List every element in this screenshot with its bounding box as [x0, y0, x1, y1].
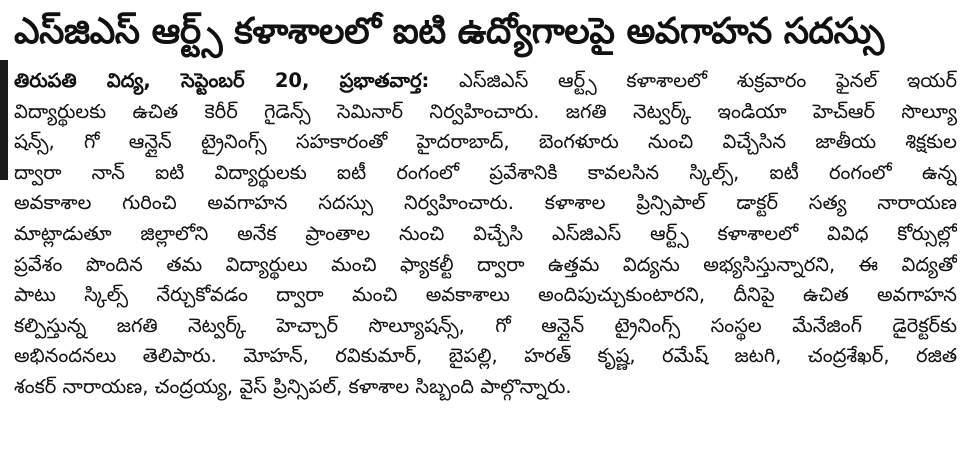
article-body	[14, 66, 957, 403]
article-line-5: అవకాశాల గురించి అవగాహన సదస్సు నిర్వహించారు. కళాశాల ప్రిన్సిపాల్ డాక్టర్ సత్య నారాయణ	[14, 191, 957, 215]
article-line-7: ప్రవేశం పొందిన తమ విద్యార్థులు మంచి ఫ్యాకల్టీ ద్వారా ఉత్తమ విద్యను అభ్యసిస్తున్నారని, ఈ విద్యతో	[14, 252, 957, 276]
article-line-1-text: ఎస్‌జిఎస్ ఆర్ట్స్ కళాశాలలో శుక్రవారం ఫైనల్ ఇయర్	[429, 69, 957, 92]
article-dateline: తిరుపతి విద్య, సెప్టెంబర్ 20, ప్రభాతవార్త:	[14, 69, 430, 92]
article-line-8: పాటు స్కిల్స్ నేర్చుకోవడం ద్వారా మంచి అవకాశాలు అందిపుచ్చుకుంటారని, దీనిపై ఉచిత అవగాహన	[14, 283, 957, 307]
article-line-4: ద్వారా నాన్ ఐటి విద్యార్థులకు ఐటీ రంగంలో ప్రవేశానికి కావలసిన స్కిల్స్, ఐటీ రంగంలో ఉన్న	[14, 160, 957, 184]
article-line-10: అభినందనలు తెలిపారు. మోహన్, రవికుమార్, బైపల్లి, హరత్ కృష్ణ, రమేష్ జటగి, చంద్రశేఖర్, రజిత	[14, 344, 957, 368]
article-line-3: షన్స్, గో ఆన్లైన్ ట్రైనింగ్స్ సహకారంతో హైదరాబాద్, బెంగళూరు నుంచి విచ్చేసిన జాతీయ శిక్షకుల	[14, 130, 957, 154]
article-line-6: మాట్లాడుతూ జిల్లాలోని అనేక ప్రాంతాల నుంచి విచ్చేసి ఎస్‌జిఎస్ ఆర్ట్స్ కళాశాలలో వివిధ కోర్సుల్లో	[14, 221, 957, 245]
article-headline: ఎస్‌జిఎస్ ఆర్ట్స్ కళాశాలలో ఐటి ఉద్యోగాలపై అవగాహన సదస్సు	[14, 11, 884, 52]
article-line-9: కల్పిస్తున్న జగతి నెట్వర్క్ హెచ్చార్ సొల్యూషన్స్, గో ఆన్లైన్ ట్రైనింగ్స్ సంస్థల మేనేజింగ్ డైరెక్టర్‌కు	[14, 313, 957, 337]
article-line-11: శంకర్ నారాయణ, చంద్రయ్య, వైస్ ప్రిన్సిపల్, కళాశాల సిబ్బంది పాల్గొన్నారు.	[14, 374, 572, 398]
article-line-1	[14, 66, 957, 97]
article-line-2: విద్యార్థులకు ఉచిత కెరీర్ గైడెన్స్ సెమినార్ నిర్వహించారు. జగతి నెట్వర్క్ ఇండియా హెచ్ఆర్ సొల్యూ	[14, 99, 957, 123]
